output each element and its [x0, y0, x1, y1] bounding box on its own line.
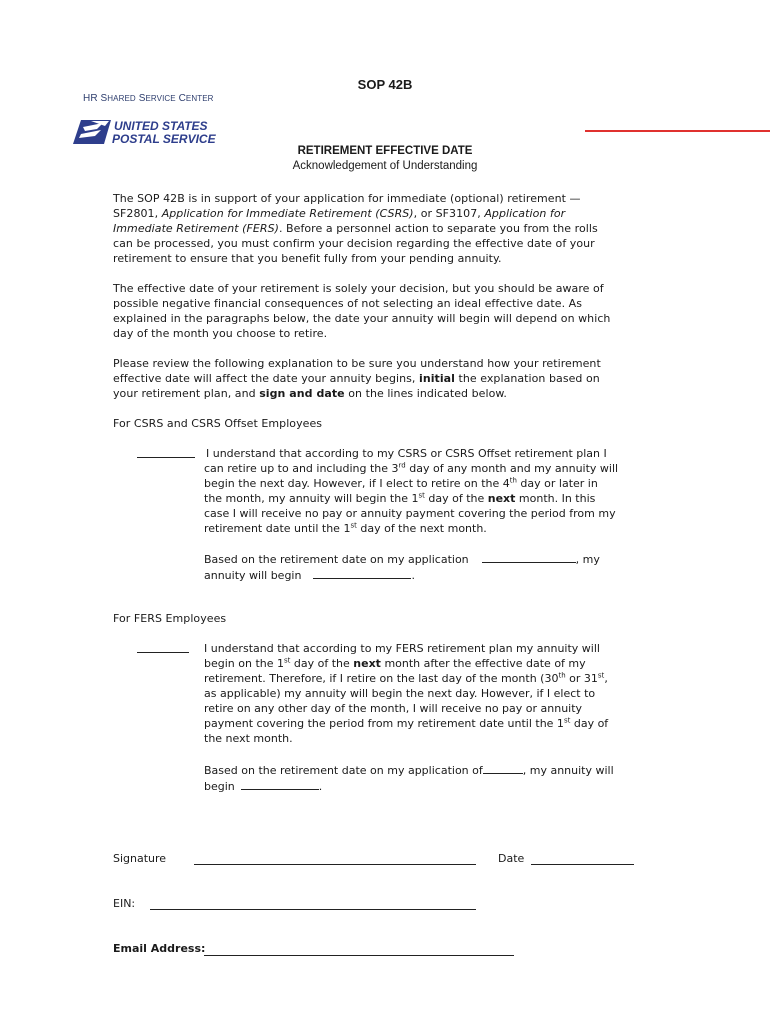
fers-initial-line[interactable]: [137, 652, 189, 653]
ein-label: EIN:: [113, 897, 136, 910]
logo-line-2: POSTAL SERVICE: [112, 132, 216, 146]
csrs-annuity-begin-line[interactable]: [313, 567, 411, 579]
email-label: Email Address:: [113, 942, 206, 955]
instructions-paragraph: Please review the following explanation to be sure you understand how your retirement effective date will affect the date your annuity begins, initial the explanation based on your retirement plan, and sign and date on the lines indicated below.: [113, 357, 601, 400]
fers-heading: For FERS Employees: [113, 612, 227, 625]
csrs-annuity-statement: Based on the retirement date on my application , my annuity will begin .: [204, 553, 600, 582]
ein-line[interactable]: [150, 909, 476, 910]
document-title: RETIREMENT EFFECTIVE DATE: [297, 145, 473, 157]
eagle-icon: [73, 120, 111, 144]
csrs-heading: For CSRS and CSRS Offset Employees: [113, 417, 323, 430]
usps-eagle-logo: [71, 117, 221, 147]
signature-label: Signature: [113, 852, 167, 865]
document-subtitle: Acknowledgement of Understanding: [292, 160, 478, 172]
header-red-rule: [585, 130, 770, 132]
intro-paragraph: The SOP 42B is in support of your application for immediate (optional) retirement — SF2801, Application for Immediate Retirement (CSRS), or SF3107, Application for Immediate Retirement (FERS). Before a personnel action to separate you from the rolls can be processed, you must confirm your decision regarding the effective date of your retirement to ensure that you benefit fully from your pending annuity.: [113, 192, 598, 265]
email-line[interactable]: [204, 955, 514, 956]
csrs-explanation-body: can retire up to and including the 3rd day of any month and my annuity will begin the next day. However, if I elect to retire on the 4th day or later in the month, my annuity will begin the 1st day of the next month. In this case I will receive no pay or annuity payment covering the period from my retirement date until the 1st day of the next month.: [204, 461, 619, 535]
sop-number: SOP 42B: [357, 77, 413, 92]
csrs-retirement-date-line[interactable]: [482, 551, 576, 563]
csrs-explanation: I understand that according to my CSRS or CSRS Offset retirement plan I: [206, 447, 607, 460]
date-label: Date: [498, 852, 525, 865]
signature-line[interactable]: [194, 864, 476, 865]
fers-explanation: I understand that according to my FERS retirement plan my annuity will begin on the 1st day of the next month after the effective date of my retirement. Therefore, if I retire on the last day of the month (30th or 31st, as applicable) my annuity will begin the next day. However, if I elect to retire on any other day of the month, I will receive no pay or annuity payment covering the period from my retirement date until the 1st day of the next month.: [204, 642, 609, 745]
date-line[interactable]: [531, 864, 634, 865]
effective-date-paragraph: The effective date of your retirement is solely your decision, but you should be aware of possible negative financial consequences of not selecting an ideal effective date. As explained in the paragraphs below, the date your annuity will begin will depend on which day of the month you choose to retire.: [113, 282, 611, 340]
fers-annuity-statement: Based on the retirement date on my application of , my annuity will begin .: [204, 764, 614, 793]
logo-line-1: UNITED STATES: [114, 119, 208, 133]
hr-shared-service-center: HR SHARED SERVICE CENTER: [83, 93, 214, 104]
fers-annuity-begin-line[interactable]: [241, 778, 319, 790]
csrs-initial-line[interactable]: [137, 457, 195, 458]
fers-retirement-date-line[interactable]: [483, 762, 523, 774]
